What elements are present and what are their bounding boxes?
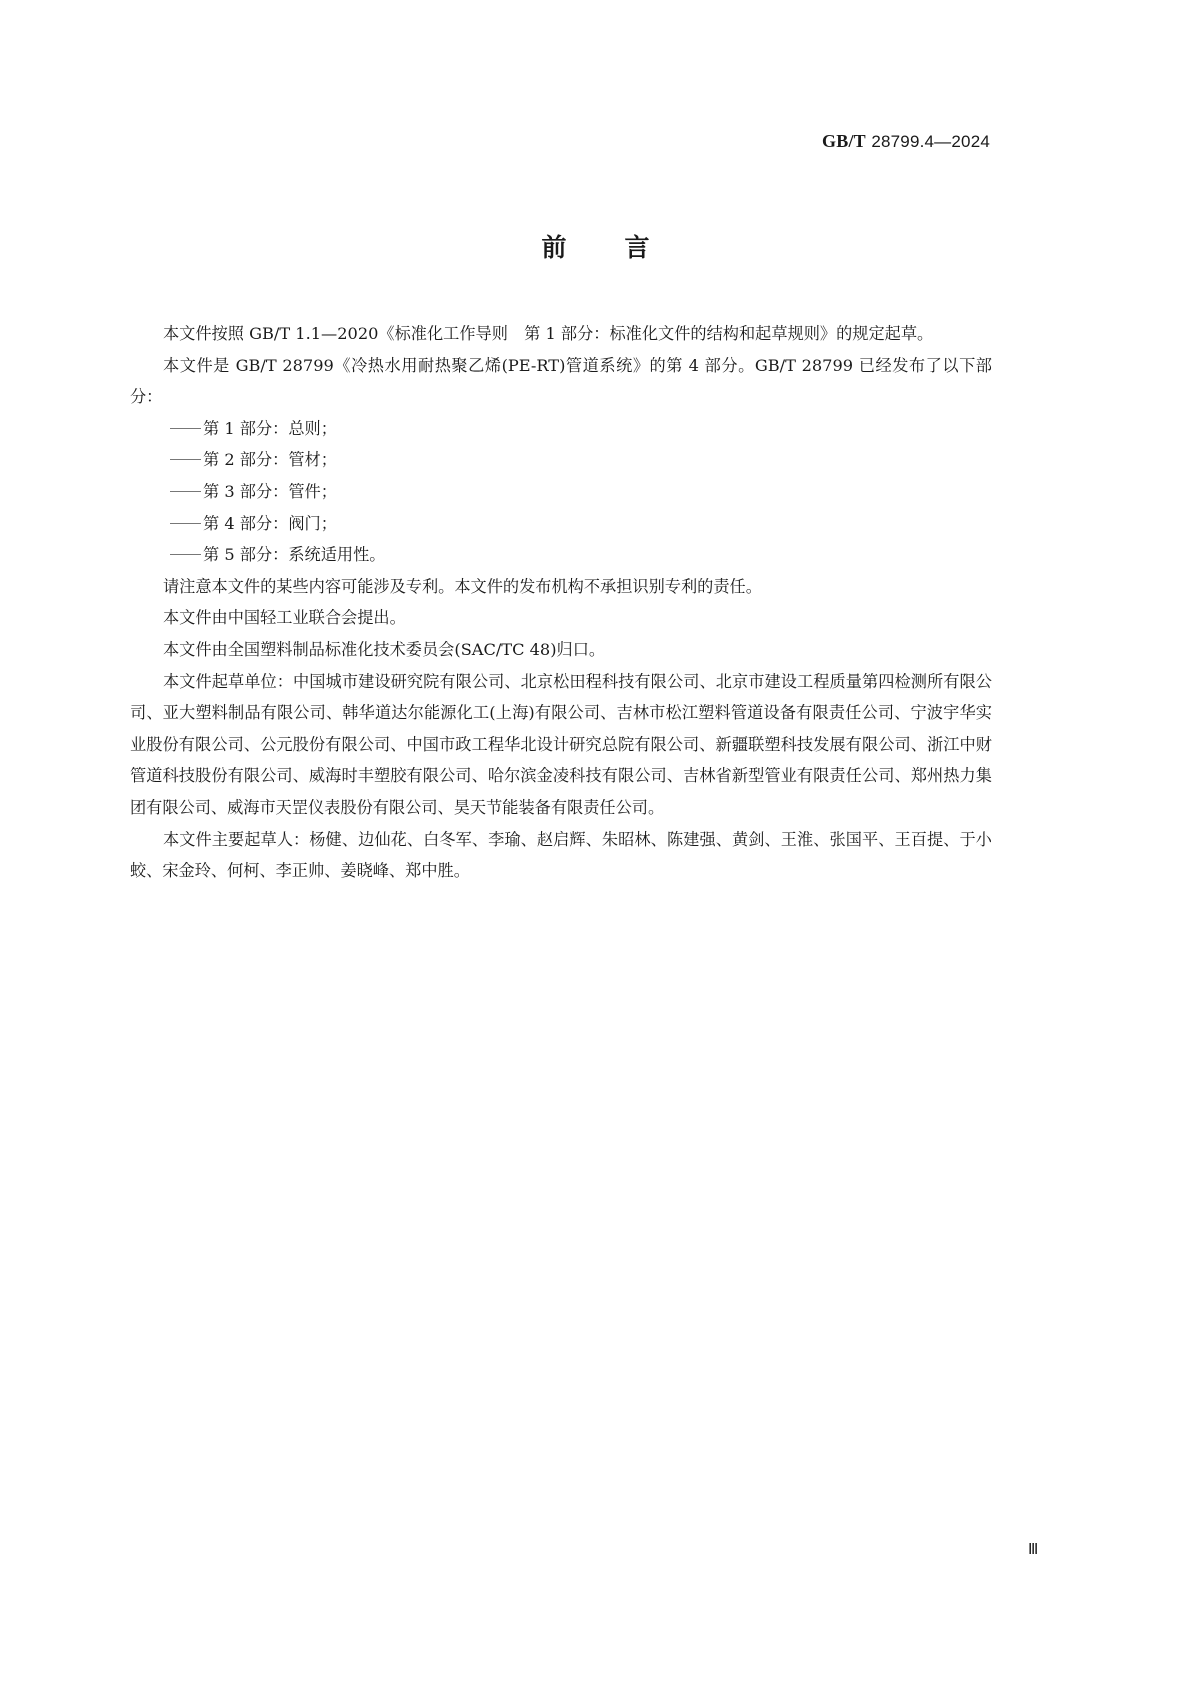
page-number: Ⅲ	[1028, 1542, 1038, 1558]
list-item-part-3	[130, 476, 992, 508]
list-item-part-1	[130, 413, 992, 445]
dash-bullet	[170, 459, 201, 460]
list-item-part-4	[130, 508, 992, 540]
standard-prefix: GB/T	[822, 131, 866, 151]
paragraph-parts-intro: 本文件是 GB/T 28799《冷热水用耐热聚乙烯(PE-RT)管道系统》的第 4 部分。GB/T 28799 已经发布了以下部分：	[130, 355, 992, 407]
paragraph-committee: 本文件由全国塑料制品标准化技术委员会(SAC/TC 48)归口。	[163, 639, 606, 659]
list-item-text: 第 3 部分：管件；	[203, 481, 337, 501]
paragraph-drafting-rules: 本文件按照 GB/T 1.1—2020《标准化工作导则 第 1 部分：标准化文件的结构和起草规则》的规定起草。	[163, 324, 934, 343]
dash-bullet	[170, 554, 201, 555]
page-title	[0, 228, 1191, 264]
paragraph-patent-notice: 请注意本文件的某些内容可能涉及专利。本文件的发布机构不承担识别专利的责任。	[163, 576, 762, 596]
dash-bullet	[170, 491, 201, 492]
paragraph-proposer: 本文件由中国轻工业联合会提出。	[163, 608, 406, 628]
title-char-1: 前	[541, 233, 567, 262]
standard-code	[822, 131, 990, 152]
list-item-text: 第 1 部分：总则；	[203, 418, 337, 438]
list-item-part-5	[130, 539, 992, 571]
paragraph-drafting-units: 本文件起草单位：中国城市建设研究院有限公司、北京松田程科技有限公司、北京市建设工程质量第四检测所有限公司、亚大塑料制品有限公司、韩华道达尔能源化工(上海)有限公司、吉林市松江塑料管道设备有限责任公司、宁波宇华实业股份有限公司、公元股份有限公司、中国市政工程华北设计研究总院有限公司、新疆联塑科技发展有限公司、浙江中财管道科技股份有限公司、威海时丰塑胶有限公司、哈尔滨金凌科技有限公司、吉林省新型管业有限责任公司、郑州热力集团有限公司、威海市天罡仪表股份有限公司、昊天节能装备有限责任公司。	[130, 671, 992, 817]
list-item-part-2	[130, 444, 992, 476]
list-item-text: 第 5 部分：系统适用性。	[203, 545, 386, 565]
paragraph-drafters: 本文件主要起草人：杨健、边仙花、白冬军、李瑜、赵启辉、朱昭林、陈建强、黄剑、王淮、张国平、王百提、于小蛟、宋金玲、何柯、李正帅、姜晓峰、郑中胜。	[130, 829, 992, 881]
list-item-text: 第 4 部分：阀门；	[203, 513, 337, 533]
title-char-2: 言	[624, 233, 650, 262]
standard-number: 28799.4—2024	[871, 132, 990, 151]
dash-bullet	[170, 428, 201, 429]
list-item-text: 第 2 部分：管材；	[203, 450, 337, 470]
foreword-body	[130, 318, 992, 887]
dash-bullet	[170, 523, 201, 524]
